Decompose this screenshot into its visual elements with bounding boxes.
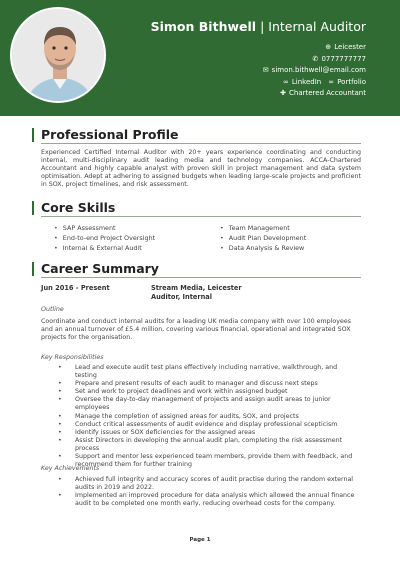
job-date: Jun 2016 - Present [41,284,110,292]
skill-item: • Audit Plan Development [220,233,306,243]
responsibilities-list [58,364,360,469]
job-employer [151,284,242,302]
section-divider [41,277,361,278]
section-accent [32,128,34,142]
contact-links [262,77,366,89]
profile-photo [10,7,106,103]
responsibilities-label: Key Responsibilities [41,354,104,361]
contact-location [262,42,366,54]
outline-text: Coordinate and conduct internal audits for a leading UK media company with over 100 employees and an annual turnover of £5.4 million, covering various financial, operational and integrated SOX projects for the organisation. [41,318,352,341]
section-accent [32,262,34,276]
outline-label: Outline [41,306,64,313]
company-name: Stream Media, Leicester [151,284,242,292]
contact-email[interactable] [262,65,366,77]
envelope-icon: ✉ [262,66,269,75]
job-role: Auditor, Internal [151,293,212,301]
responsibility-item: • Assist Directors in developing the annual audit plan, completing the risk assessment process [58,437,360,453]
achievement-item: • Implemented an improved procedure for data analysis which allowed the annual finance audit to be completed one month early, reducing overhead costs for the company. [58,492,360,508]
achievements-label: Key Achievements [41,465,100,472]
location-text: Leicester [334,43,366,51]
skills-column-1 [54,223,155,253]
section-accent [32,201,34,215]
section-divider [41,216,361,217]
name-separator: | [260,19,265,34]
responsibility-item: • Lead and execute audit test plans effectively including narrative, walkthrough, and testing [58,364,360,380]
profile-text: Experienced Certified Internal Auditor with 20+ years experience coordinating and conducting internal, multi-disciplinary audit leading media and technology companies. ACCA-Chartered Accountant and highly capable analyst with proven skill in project management and data system optimisation. Adept at adhering to assigned budgets when leading large-scale projects and proficient in SOX, project timelines, and risk assessment. [41,149,361,188]
globe-icon: ⊕ [325,43,332,51]
responsibility-item: • Prepare and present results of each audit to manager and discuss next steps [58,380,360,388]
skills-heading: Core Skills [41,200,116,215]
phone-icon: ✆ [312,54,319,63]
skill-item: • SAP Assessment [54,223,155,233]
profile-heading: Professional Profile [41,127,179,142]
portfolio-link[interactable]: Portfolio [337,77,366,86]
contact-phone [262,54,366,66]
email-text[interactable]: simon.bithwell@email.com [271,66,366,75]
skill-item: • Data Analysis & Review [220,243,306,253]
person-avatar-icon [12,9,106,103]
linkedin-link[interactable]: LinkedIn [291,77,322,86]
skill-item: • Internal & External Audit [54,243,155,253]
responsibility-item: • Support and mentor less experienced team members, provide them with feedback, and recommend them for further training [58,453,360,469]
responsibility-item: • Oversee the day-to-day management of projects and assign audit areas to junior employees [58,396,360,412]
contact-qualification [262,88,366,100]
page-number: Page 1 [189,537,211,543]
contact-block [262,42,366,100]
achievements-list [58,476,360,508]
responsibility-item: • Manage the completion of assigned areas for audits, SOX, and projects [58,413,360,421]
achievement-item: • Achieved full integrity and accuracy scores of audit practise during the random external audits in 2019 and 2022. [58,476,360,492]
section-divider [41,143,361,144]
skill-item: • Team Management [220,223,306,233]
name-title [151,19,366,34]
responsibility-item: • Set and work to project deadlines and work within assigned budget [58,388,360,396]
link-icon: ∞ [282,77,289,86]
job-title: Internal Auditor [268,19,366,34]
link-icon: ∞ [328,77,335,86]
phone-text: 0777777777 [321,54,366,63]
header-banner [0,0,400,116]
skills-column-2 [220,223,306,253]
responsibility-item: • Conduct critical assessments of audit evidence and display professional scepticism [58,421,360,429]
qualification-text: Chartered Accountant [289,89,366,98]
career-heading: Career Summary [41,261,159,276]
responsibility-item: • Identify issues or SOX deficiencies for the assigned areas [58,429,360,437]
candidate-name: Simon Bithwell [150,19,257,34]
plus-icon: ✚ [280,89,286,98]
skill-item: • End-to-end Project Oversight [54,233,155,243]
